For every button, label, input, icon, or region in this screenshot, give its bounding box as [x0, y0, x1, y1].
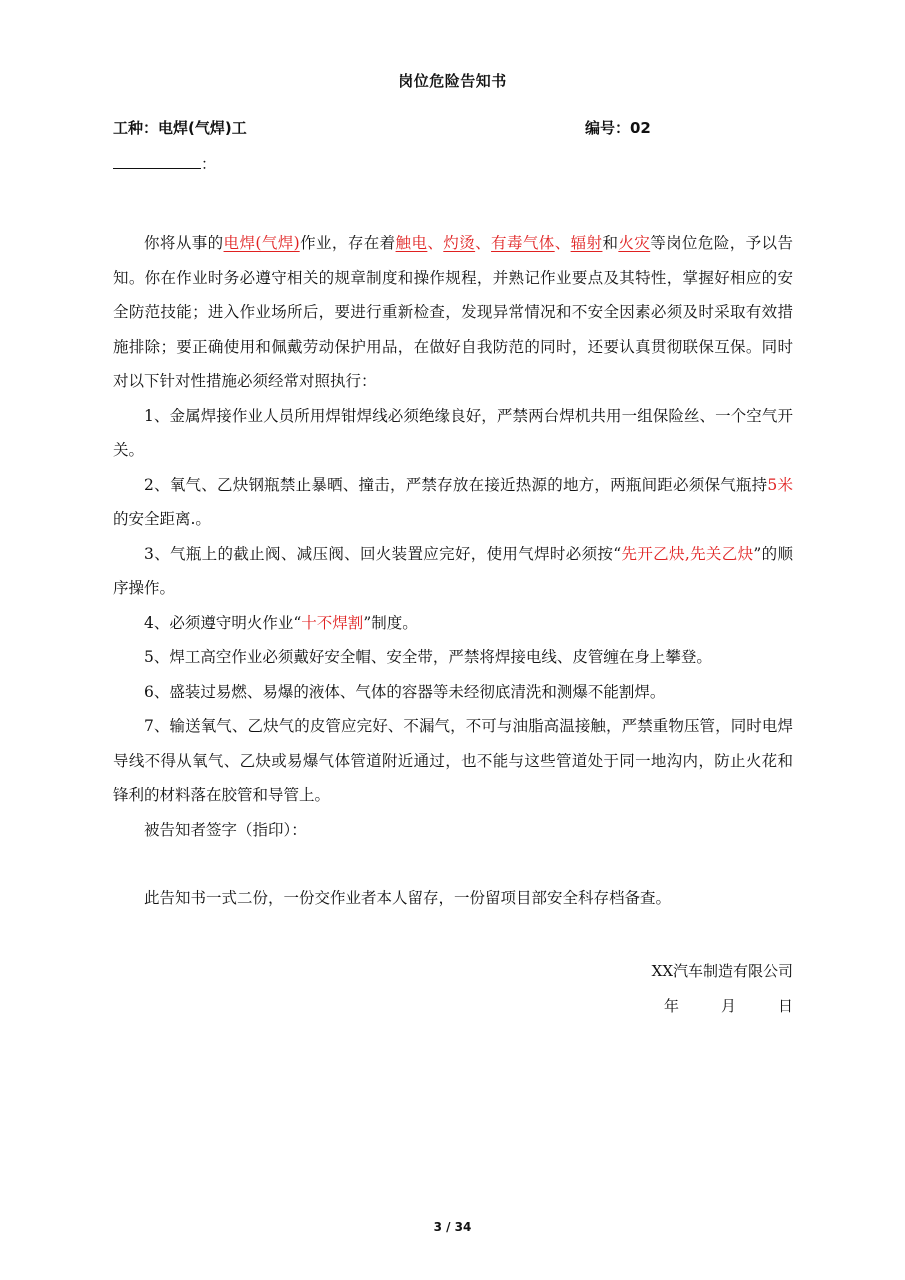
intro-text-1: 你将从事的	[144, 234, 224, 252]
item-3-order: 先开乙炔,先关乙炔	[621, 544, 754, 563]
page-title: 岗位危险告知书	[398, 72, 507, 90]
item-4-text: 4、必须遵守明火作业“	[144, 613, 302, 632]
intro-paragraph	[113, 226, 793, 399]
hazard-burns: 灼烫	[443, 234, 476, 252]
hazard-fire: 火灾	[618, 234, 651, 252]
hazard-and: 和	[602, 234, 619, 252]
item-2-text: 2、氧气、乙炔钢瓶禁止暴晒、撞击，严禁存放在接近热源的地方，两瓶间距必须保气瓶持	[144, 475, 768, 494]
addressee-colon: ：	[201, 155, 217, 173]
page-number: 3 / 34	[433, 1220, 472, 1234]
date-line	[664, 995, 793, 1016]
hazard-radiation: 辐射	[570, 234, 603, 252]
date-day: 日	[777, 997, 793, 1015]
job-type: 工种：电焊(气焊)工	[113, 119, 247, 137]
measure-item-4	[113, 606, 793, 641]
signature-label: 被告知者签字（指印）：	[144, 820, 307, 839]
measure-item-1: 1、金属焊接作业人员所用焊钳焊线必须绝缘良好，严禁两台焊机共用一组保险丝、一个空气开关。	[113, 406, 793, 459]
date-month: 月	[720, 997, 736, 1015]
addressee-line	[113, 153, 216, 174]
intro-text-2: 作业，存在着	[299, 234, 396, 252]
hazard-separator: 、	[554, 234, 571, 252]
hazard-electric-shock: 触电	[395, 234, 428, 252]
hazard-separator: 、	[427, 234, 444, 252]
hazard-toxic-gas: 有毒气体	[491, 234, 555, 252]
copies-note: 此告知书一式二份，一份交作业者本人留存，一份留项目部安全科存档备查。	[144, 889, 672, 907]
item-3-text: 3、气瓶上的截止阀、减压阀、回火装置应完好，使用气焊时必须按“	[144, 544, 622, 563]
item-4-text-end: ”制度。	[363, 613, 418, 632]
measure-item-2	[113, 468, 793, 537]
job-name-highlight: 电焊(气焊)	[223, 234, 300, 252]
name-blank	[113, 154, 201, 169]
item-2-text-end: 的安全距离.。	[113, 510, 211, 528]
date-year: 年	[663, 997, 679, 1015]
intro-text-3: 等岗位危险，予以告知。你在作业时务必遵守相关的规章制度和操作规程，并熟记作业要点及其特性，掌握好相应的安全防范技能；进入作业场所后，要进行重新检查，发现异常情况和不安全因素必须及时采取有效措施排除；要正确使用和佩戴劳动保护用品，在做好自我防范的同时，还要认真贯彻联保互保。同时对以下针对性措施必须经常对照执行：	[113, 234, 793, 390]
measure-item-7: 7、输送氧气、乙炔气的皮管应完好、不漏气，不可与油脂高温接触，严禁重物压管，同时电焊导线不得从氧气、乙炔或易爆气体管道附近通过，也不能与这些管道处于同一地沟内，防止火花和锋利的材料落在胶管和导管上。	[113, 717, 793, 804]
measure-item-6: 6、盛装过易燃、易爆的液体、气体的容器等未经彻底清洗和测爆不能割焊。	[144, 682, 666, 701]
item-3-text-end: ”的顺序操作。	[113, 544, 793, 597]
measure-item-3	[113, 537, 793, 606]
signature-space	[113, 847, 793, 881]
serial-number: 编号：02	[585, 119, 651, 137]
item-4-rule: 十不焊割	[301, 613, 364, 632]
company-name: XX汽车制造有限公司	[651, 962, 793, 980]
item-2-distance: 5米	[767, 475, 793, 494]
hazard-separator: 、	[475, 234, 492, 252]
document-body	[113, 226, 793, 916]
measure-item-5: 5、焊工高空作业必须戴好安全帽、安全带，严禁将焊接电线、皮管缠在身上攀登。	[144, 648, 712, 666]
